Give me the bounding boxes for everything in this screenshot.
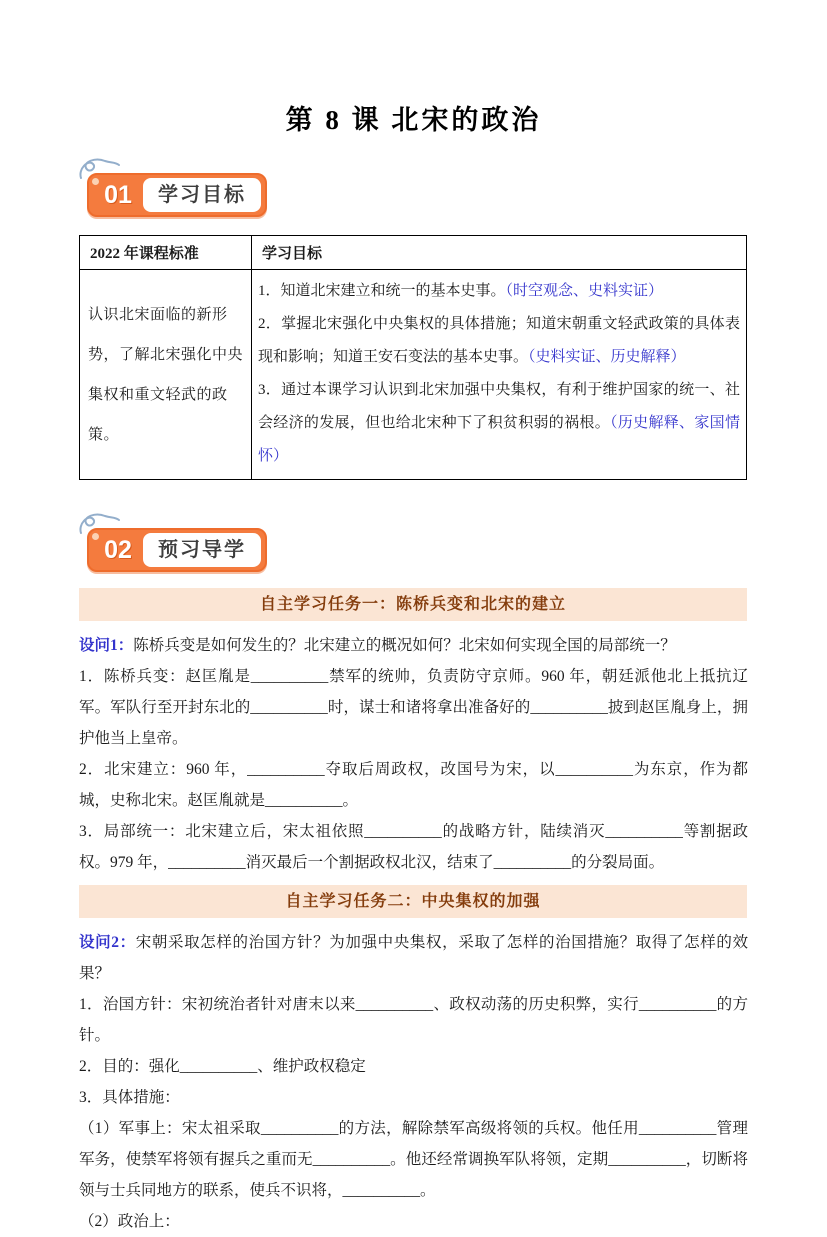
competency-tag: （史料实证、历史解释） <box>528 349 686 365</box>
task2-question <box>79 927 748 989</box>
task1-question <box>79 630 748 661</box>
header-learning-objectives: 学习目标 <box>252 236 747 270</box>
task1-banner: 自主学习任务一：陈桥兵变和北宋的建立 <box>79 588 747 621</box>
badge-corner-dot <box>92 533 99 540</box>
question-label: 设问1： <box>79 637 134 654</box>
table-header-row <box>80 236 747 270</box>
header-course-standard: 2022 年课程标准 <box>80 236 252 270</box>
task1-item-1: 1．陈桥兵变：赵匡胤是__________禁军的统帅，负责防守京师。960 年，朝廷派他北上抵抗辽军。军队行至开封东北的__________时，谋士和诸将拿出准备好的__________披到赵匡胤身上，拥护他当上皇帝。 <box>79 668 748 747</box>
section-label: 预习导学 <box>143 533 261 567</box>
objectives-table <box>79 235 747 480</box>
objective-item <box>258 275 740 308</box>
objective-item <box>258 308 740 374</box>
task2-item-5: （2）政治上： <box>79 1213 180 1230</box>
task2-item-2: 2．目的：强化__________、维护政权稳定 <box>79 1058 366 1075</box>
badge-corner-dot <box>92 178 99 185</box>
question-text: 宋朝采取怎样的治国方针？为加强中央集权，采取了怎样的治国措施？取得了怎样的效果？ <box>79 934 748 982</box>
objective-text: 2．掌握北宋强化中央集权的具体措施；知道宋朝重文轻武政策的具体表现和影响；知道王安石变法的基本史事。 <box>258 316 740 365</box>
section-badge <box>87 173 267 217</box>
task1-item-2: 2．北宋建立：960 年，__________夺取后周政权，改国号为宋，以__________为东京，作为都城，史称北宋。赵匡胤就是__________。 <box>79 761 748 809</box>
objectives-cell <box>252 270 747 480</box>
section-badge <box>87 528 267 572</box>
section-number: 02 <box>104 536 132 564</box>
question-text: 陈桥兵变是如何发生的？北宋建立的概况如何？北宋如何实现全国的局部统一？ <box>133 637 676 654</box>
competency-tag: （历史解释、家国情怀） <box>258 415 740 464</box>
task1-item-3: 3．局部统一：北宋建立后，宋太祖依照__________的战略方针，陆续消灭__________等割据政权。979 年，__________消灭最后一个割据政权北汉，结束了__________的分裂局面。 <box>79 823 748 871</box>
table-body-row <box>80 270 747 480</box>
task2-item-1: 1．治国方针：宋初统治者针对唐末以来__________、政权动荡的历史积弊，实行__________的方针。 <box>79 996 748 1044</box>
section-label: 学习目标 <box>143 178 261 212</box>
objective-text: 3．通过本课学习认识到北宋加强中央集权，有利于维护国家的统一、社会经济的发展，但也给北宋种下了积贫积弱的祸根。 <box>258 382 740 431</box>
task2-banner: 自主学习任务二：中央集权的加强 <box>79 885 747 918</box>
objective-item <box>258 374 740 473</box>
page-title: 第 8 课 北宋的政治 <box>285 105 542 135</box>
section-header-01 <box>79 155 748 219</box>
course-standard-cell: 认识北宋面临的新形势，了解北宋强化中央集权和重文轻武的政策。 <box>80 270 252 480</box>
question-label: 设问2： <box>79 934 136 951</box>
task2-item-3: 3．具体措施： <box>79 1089 180 1106</box>
section-number: 01 <box>104 181 132 209</box>
section-header-02 <box>79 510 748 574</box>
competency-tag: （时空观念、史料实证） <box>505 283 664 299</box>
task2-item-4: （1）军事上：宋太祖采取__________的方法，解除禁军高级将领的兵权。他任用__________管理军务，使禁军将领有握兵之重而无__________。他还经常调换军队将领，定期__________，切断将领与士兵同地方的联系，使兵不识将，__________。 <box>79 1120 748 1199</box>
objective-text: 1．知道北宋建立和统一的基本史事。 <box>258 283 506 299</box>
